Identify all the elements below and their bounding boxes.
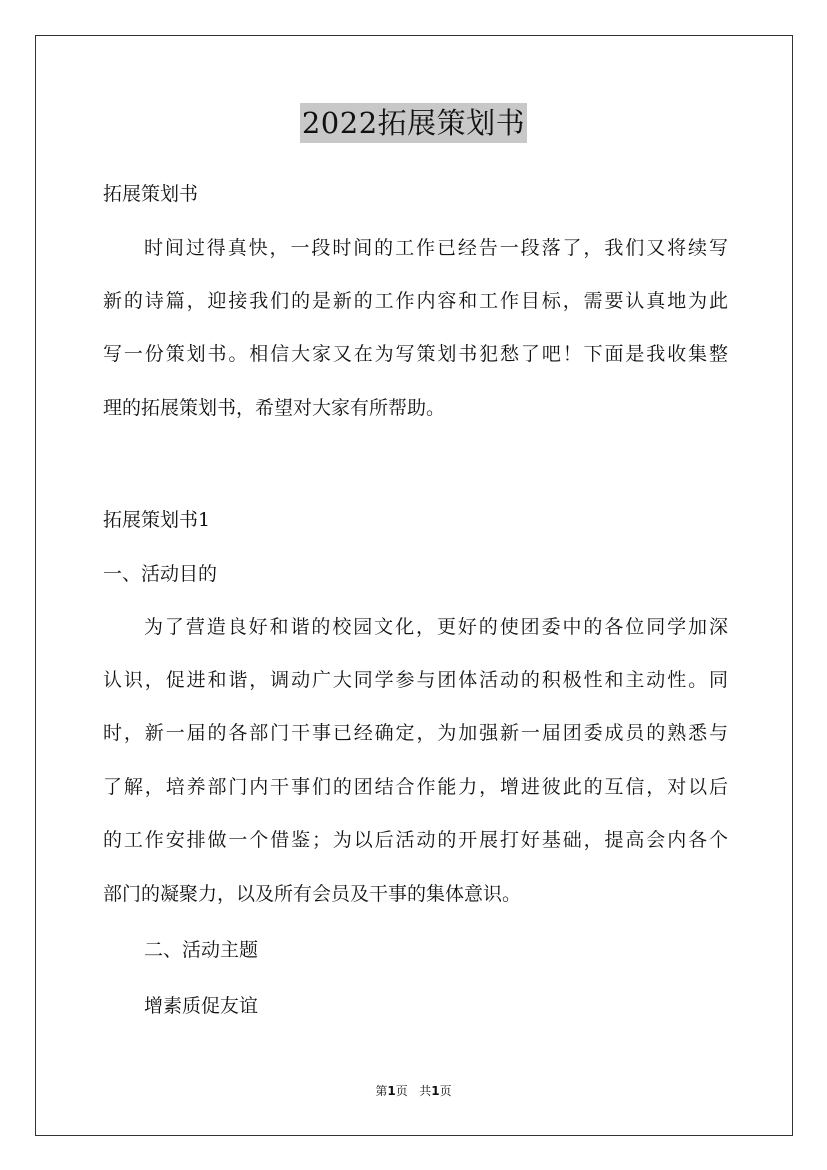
intro-line-4: 理的拓展策划书，希望对大家有所帮助。	[103, 397, 446, 419]
document-subtitle: 拓展策划书	[103, 183, 199, 205]
body-line-3: 时，新一届的各部门干事已经确定，为加强新一届团委成员的熟悉与	[103, 722, 728, 744]
document-title: 2022拓展策划书	[300, 103, 527, 143]
page-prefix: 第	[375, 1084, 388, 1098]
page-suffix: 页	[395, 1084, 408, 1098]
body-line-6: 部门的凝聚力，以及所有会员及干事的集体意识。	[103, 883, 522, 905]
body-line-4: 了解，培养部门内干事们的团结合作能力，增进彼此的互信，对以后	[103, 776, 728, 798]
heading-purpose: 一、活动目的	[103, 563, 218, 585]
title-container	[0, 103, 827, 143]
intro-line-1: 时间过得真快，一段时间的工作已经告一段落了，我们又将续写	[144, 237, 728, 259]
body-line-1: 为了营造良好和谐的校园文化，更好的使团委中的各位同学加深	[144, 616, 728, 638]
heading-theme: 二、活动主题	[144, 939, 259, 961]
intro-line-3: 写一份策划书。相信大家又在为写策划书犯愁了吧！下面是我收集整	[103, 343, 728, 365]
total-prefix: 共	[419, 1084, 432, 1098]
theme-text: 增素质促友谊	[144, 995, 259, 1017]
total-pages: 1	[431, 1084, 440, 1098]
intro-line-2: 新的诗篇，迎接我们的是新的工作内容和工作目标，需要认真地为此	[103, 290, 728, 312]
page-number: 1	[387, 1084, 396, 1098]
page-footer	[0, 1082, 827, 1100]
total-suffix: 页	[439, 1084, 452, 1098]
section-title: 拓展策划书1	[103, 509, 211, 531]
body-line-5: 的工作安排做一个借鉴；为以后活动的开展打好基础，提高会内各个	[103, 829, 728, 851]
body-line-2: 认识，促进和谐，调动广大同学参与团体活动的积极性和主动性。同	[103, 669, 728, 691]
